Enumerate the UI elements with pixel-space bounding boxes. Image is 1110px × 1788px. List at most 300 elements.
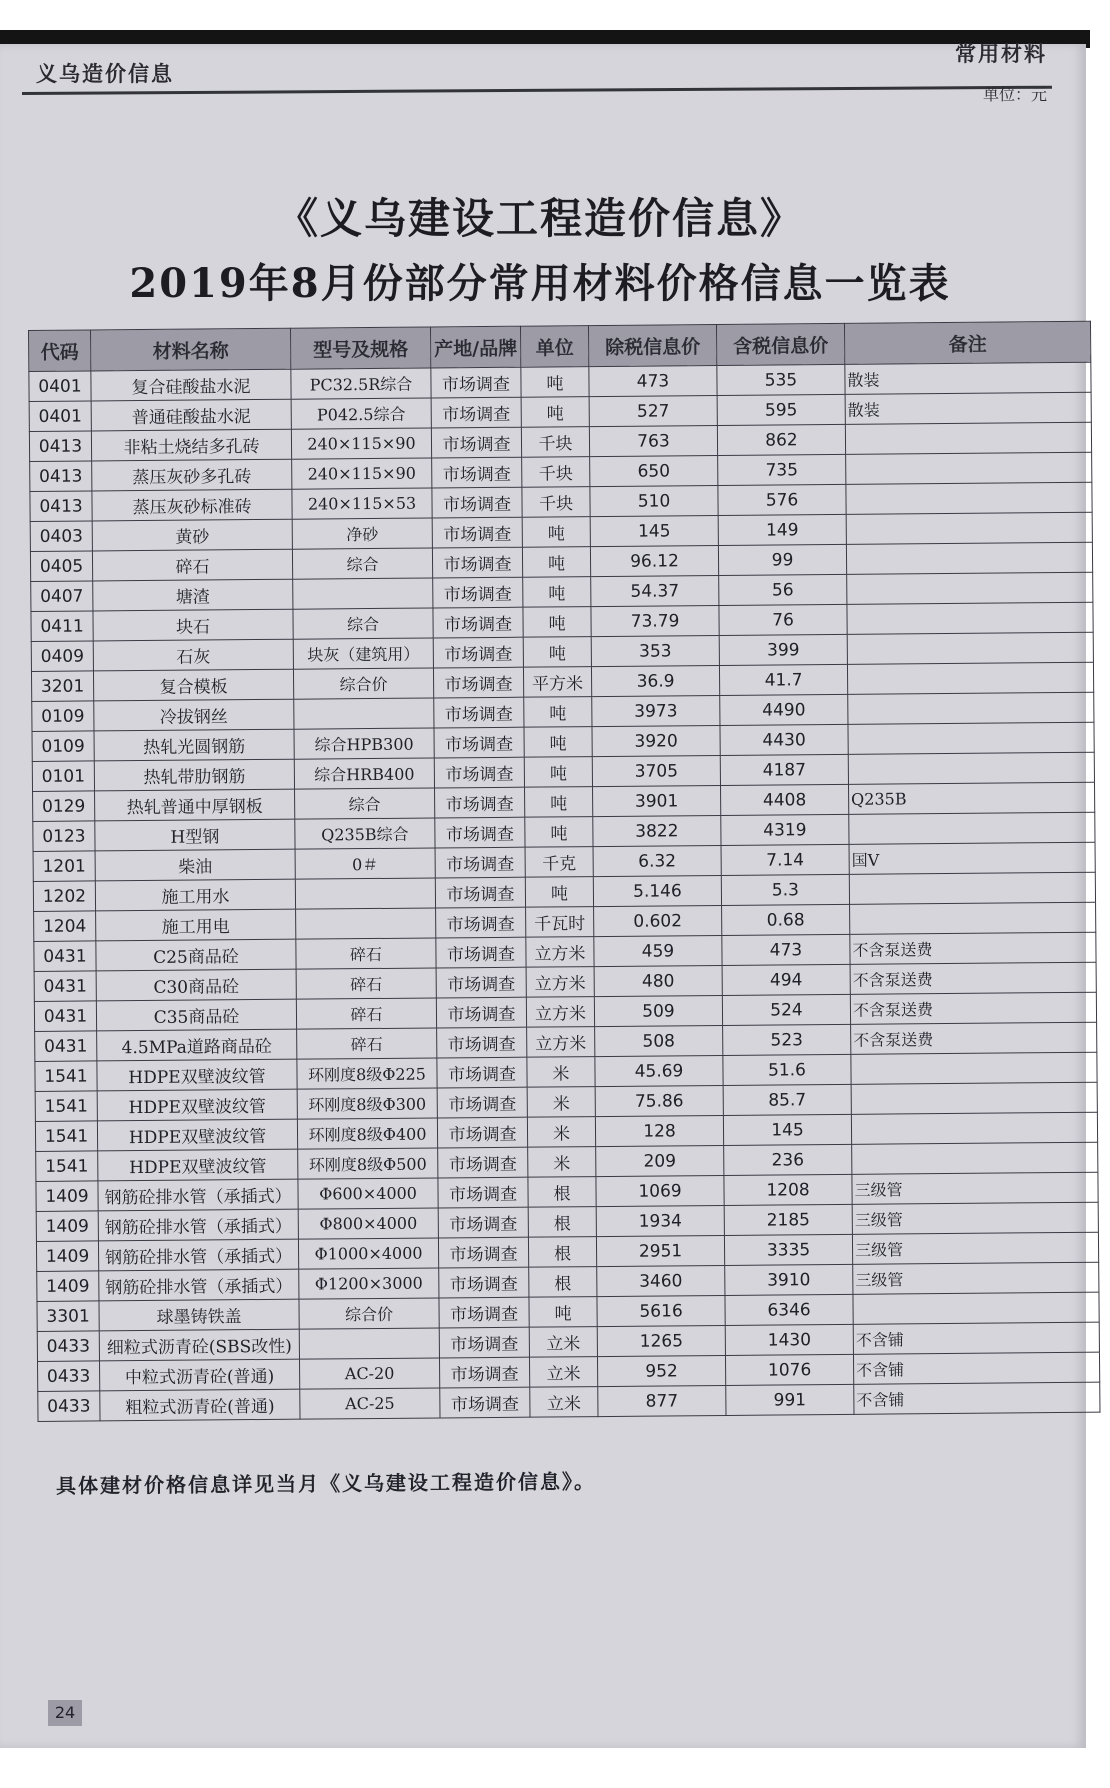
price-inc-tax-cell: 149 (718, 514, 846, 545)
remark-cell (845, 422, 1091, 454)
title-line-1: 《义乌建设工程造价信息》 (275, 194, 804, 243)
spec-cell: AC-20 (299, 1358, 439, 1389)
price-ex-tax-cell: 6.32 (593, 845, 721, 876)
spec-cell: 碎石 (296, 938, 436, 969)
material-name-cell: 蒸压灰砂多孔砖 (92, 459, 292, 491)
spec-cell (299, 1328, 439, 1359)
source-cell: 市场调查 (438, 1177, 528, 1208)
material-name-cell: 块石 (93, 609, 293, 641)
code-cell: 0431 (34, 1001, 96, 1032)
price-ex-tax-cell: 3920 (592, 725, 720, 756)
material-name-cell: 石灰 (93, 639, 293, 671)
material-name-cell: 4.5MPa道路商品砼 (97, 1029, 297, 1061)
price-inc-tax-cell: 1208 (724, 1174, 852, 1205)
code-cell: 0413 (30, 491, 92, 522)
remark-cell (847, 632, 1093, 664)
unit-cell: 吨 (523, 577, 591, 608)
unit-cell: 吨 (523, 637, 591, 668)
price-ex-tax-cell: 353 (591, 635, 719, 666)
code-cell: 3201 (31, 671, 93, 702)
price-ex-tax-cell: 145 (590, 515, 718, 546)
price-inc-tax-cell: 4319 (721, 814, 849, 845)
code-cell: 0407 (31, 581, 93, 612)
price-table-wrapper (28, 321, 1099, 1422)
remark-cell: 散装 (845, 392, 1091, 424)
source-cell: 市场调查 (433, 577, 523, 608)
material-name-cell: 普通硅酸盐水泥 (91, 399, 291, 431)
spec-cell: Φ1200×3000 (299, 1268, 439, 1299)
material-name-cell: H型钢 (95, 819, 295, 851)
unit-cell: 千块 (522, 487, 590, 518)
source-cell: 市场调查 (437, 1117, 527, 1148)
source-cell: 市场调查 (432, 487, 522, 518)
price-inc-tax-cell: 524 (722, 994, 850, 1025)
source-cell: 市场调查 (437, 1027, 527, 1058)
price-ex-tax-cell: 3705 (592, 755, 720, 786)
source-cell: 市场调查 (434, 757, 524, 788)
footnote: 具体建材价格信息详见当月《义乌建设工程造价信息》。 (55, 1469, 597, 1498)
price-ex-tax-cell: 1934 (596, 1205, 724, 1236)
code-cell: 1204 (34, 911, 96, 942)
source-cell: 市场调查 (439, 1267, 529, 1298)
code-cell: 1409 (36, 1211, 98, 1242)
price-inc-tax-cell: 1076 (725, 1354, 853, 1385)
source-cell: 市场调查 (436, 907, 526, 938)
column-header: 备注 (844, 321, 1090, 364)
code-cell: 1541 (35, 1121, 97, 1152)
material-name-cell: 中粒式沥青砼(普通) (99, 1359, 299, 1391)
unit-cell: 吨 (522, 517, 590, 548)
price-ex-tax-cell: 480 (594, 965, 722, 996)
remark-cell (852, 1142, 1098, 1174)
price-ex-tax-cell: 73.79 (591, 605, 719, 636)
remark-cell (851, 1082, 1097, 1114)
column-header: 型号及规格 (290, 327, 430, 369)
spec-cell (295, 878, 435, 909)
page-number: 24 (48, 1700, 82, 1726)
price-inc-tax-cell: 85.7 (723, 1084, 851, 1115)
material-name-cell: 热轧普通中厚钢板 (95, 789, 295, 821)
price-inc-tax-cell: 535 (717, 364, 845, 395)
price-inc-tax-cell: 494 (722, 964, 850, 995)
price-inc-tax-cell: 7.14 (721, 844, 849, 875)
spec-cell: 综合 (292, 548, 432, 579)
spec-cell: 环刚度8级Φ500 (298, 1148, 438, 1179)
remark-cell (847, 602, 1093, 634)
source-cell: 市场调查 (433, 667, 523, 698)
unit-cell: 立方米 (527, 1027, 595, 1058)
price-ex-tax-cell: 510 (590, 485, 718, 516)
code-cell: 0431 (35, 1031, 97, 1062)
source-cell: 市场调查 (438, 1207, 528, 1238)
source-cell: 市场调查 (431, 427, 521, 458)
unit-cell: 千块 (521, 427, 589, 458)
price-inc-tax-cell: 4490 (720, 694, 848, 725)
source-cell: 市场调查 (431, 397, 521, 428)
unit-note: 单位：元 (982, 85, 1047, 104)
source-cell: 市场调查 (432, 547, 522, 578)
code-cell: 0405 (30, 551, 92, 582)
price-ex-tax-cell: 3460 (597, 1265, 725, 1296)
price-inc-tax-cell: 6346 (725, 1294, 853, 1325)
column-header: 含税信息价 (716, 323, 844, 365)
material-name-cell: 细粒式沥青砼(SBS改性) (99, 1329, 299, 1361)
material-name-cell: 钢筋砼排水管（承插式） (98, 1209, 298, 1241)
source-cell: 市场调查 (432, 517, 522, 548)
remark-cell (851, 1052, 1097, 1084)
material-name-cell: HDPE双壁波纹管 (97, 1119, 297, 1151)
column-header: 材料名称 (91, 328, 291, 371)
spec-cell: 环刚度8级Φ400 (297, 1118, 437, 1149)
unit-cell: 吨 (524, 757, 592, 788)
spec-cell: 240×115×90 (291, 428, 431, 459)
material-name-cell: 碎石 (92, 549, 292, 581)
price-inc-tax-cell: 862 (717, 424, 845, 455)
spec-cell (296, 908, 436, 939)
material-name-cell: 热轧带肋钢筋 (94, 759, 294, 791)
price-ex-tax-cell: 0.602 (594, 905, 722, 936)
spec-cell: Φ600×4000 (298, 1178, 438, 1209)
price-ex-tax-cell: 5.146 (593, 875, 721, 906)
unit-cell: 米 (527, 1117, 595, 1148)
source-cell: 市场调查 (434, 727, 524, 758)
unit-cell: 立米 (530, 1387, 598, 1418)
price-ex-tax-cell: 3822 (593, 815, 721, 846)
material-name-cell: 钢筋砼排水管（承插式） (98, 1239, 298, 1271)
unit-cell: 吨 (529, 1297, 597, 1328)
column-header: 产地/品牌 (430, 326, 520, 368)
code-cell: 0401 (29, 371, 91, 402)
remark-cell: 不含铺 (853, 1322, 1099, 1354)
unit-cell: 立方米 (526, 997, 594, 1028)
code-cell: 0433 (38, 1361, 100, 1392)
material-name-cell: 施工用水 (95, 879, 295, 911)
code-cell: 0123 (33, 821, 95, 852)
price-ex-tax-cell: 473 (589, 365, 717, 396)
spec-cell: 环刚度8级Φ300 (297, 1088, 437, 1119)
source-cell: 市场调查 (437, 1057, 527, 1088)
material-name-cell: 粗粒式沥青砼(普通) (100, 1389, 300, 1421)
remark-cell: 三级管 (852, 1202, 1098, 1234)
price-ex-tax-cell: 5616 (597, 1295, 725, 1326)
code-cell: 0401 (29, 401, 91, 432)
price-inc-tax-cell: 76 (719, 604, 847, 635)
source-cell: 市场调查 (436, 937, 526, 968)
price-inc-tax-cell: 56 (719, 574, 847, 605)
code-cell: 1409 (37, 1271, 99, 1302)
price-ex-tax-cell: 527 (589, 395, 717, 426)
source-cell: 市场调查 (435, 877, 525, 908)
spec-cell: 环刚度8级Φ225 (297, 1058, 437, 1089)
price-inc-tax-cell: 51.6 (723, 1054, 851, 1085)
remark-cell (847, 662, 1093, 694)
code-cell: 0101 (32, 761, 94, 792)
remark-cell: 散装 (845, 362, 1091, 394)
code-cell: 1409 (36, 1241, 98, 1272)
price-inc-tax-cell: 473 (722, 934, 850, 965)
remark-cell (848, 722, 1094, 754)
unit-cell: 根 (528, 1207, 596, 1238)
price-ex-tax-cell: 3973 (592, 695, 720, 726)
spec-cell: 0＃ (295, 848, 435, 879)
price-ex-tax-cell: 54.37 (591, 575, 719, 606)
price-ex-tax-cell: 509 (594, 995, 722, 1026)
material-name-cell: C35商品砼 (96, 999, 296, 1031)
material-name-cell: HDPE双壁波纹管 (97, 1059, 297, 1091)
section-category: 常用材料 (955, 42, 1047, 66)
source-cell: 市场调查 (440, 1387, 530, 1418)
code-cell: 0109 (32, 701, 94, 732)
unit-cell: 米 (527, 1057, 595, 1088)
spec-cell: 综合价 (293, 668, 433, 699)
price-inc-tax-cell: 399 (719, 634, 847, 665)
column-header: 代码 (29, 330, 91, 372)
code-cell: 0403 (30, 521, 92, 552)
price-inc-tax-cell: 4430 (720, 724, 848, 755)
spec-cell: 综合价 (299, 1298, 439, 1329)
price-inc-tax-cell: 0.68 (722, 904, 850, 935)
price-ex-tax-cell: 459 (594, 935, 722, 966)
code-cell: 0409 (31, 641, 93, 672)
remark-cell (848, 752, 1094, 784)
spec-cell: 净砂 (292, 518, 432, 549)
remark-cell (850, 902, 1096, 934)
source-cell: 市场调查 (432, 457, 522, 488)
material-name-cell: 非粘土烧结多孔砖 (91, 429, 291, 461)
remark-cell: 三级管 (852, 1232, 1098, 1264)
spec-cell: 240×115×90 (292, 458, 432, 489)
price-ex-tax-cell: 508 (595, 1025, 723, 1056)
source-cell: 市场调查 (433, 637, 523, 668)
price-inc-tax-cell: 1430 (725, 1324, 853, 1355)
price-inc-tax-cell: 523 (723, 1024, 851, 1055)
price-ex-tax-cell: 2951 (596, 1235, 724, 1266)
spec-cell (294, 698, 434, 729)
spec-cell: 综合HPB300 (294, 728, 434, 759)
spec-cell (293, 578, 433, 609)
price-inc-tax-cell: 3335 (724, 1234, 852, 1265)
source-cell: 市场调查 (439, 1297, 529, 1328)
material-name-cell: 施工用电 (96, 909, 296, 941)
source-cell: 市场调查 (439, 1357, 529, 1388)
unit-cell: 千块 (522, 457, 590, 488)
price-ex-tax-cell: 3901 (593, 785, 721, 816)
material-name-cell: 热轧光圆钢筋 (94, 729, 294, 761)
source-cell: 市场调查 (437, 1087, 527, 1118)
remark-cell: 不含铺 (853, 1352, 1099, 1384)
price-inc-tax-cell: 576 (718, 484, 846, 515)
column-header: 除税信息价 (588, 324, 716, 366)
code-cell: 0413 (30, 461, 92, 492)
remark-cell: 国V (849, 842, 1095, 874)
unit-cell: 米 (527, 1087, 595, 1118)
unit-cell: 吨 (525, 877, 593, 908)
price-ex-tax-cell: 763 (589, 425, 717, 456)
spec-cell: AC-25 (300, 1388, 440, 1419)
source-cell: 市场调查 (436, 967, 526, 998)
source-cell: 市场调查 (431, 367, 521, 398)
spec-cell: 综合 (295, 788, 435, 819)
spec-cell: 块灰（建筑用） (293, 638, 433, 669)
remark-cell: 三级管 (853, 1262, 1099, 1294)
remark-cell: 不含泵送费 (851, 1022, 1097, 1054)
spec-cell: 碎石 (297, 1028, 437, 1059)
remark-cell (848, 692, 1094, 724)
code-cell: 0109 (32, 731, 94, 762)
material-name-cell: 冷拔钢丝 (94, 699, 294, 731)
price-ex-tax-cell: 96.12 (590, 545, 718, 576)
spec-cell: 综合 (293, 608, 433, 639)
source-cell: 市场调查 (434, 697, 524, 728)
price-inc-tax-cell: 99 (718, 544, 846, 575)
source-cell: 市场调查 (439, 1327, 529, 1358)
header-right (955, 38, 1047, 105)
code-cell: 1202 (33, 881, 95, 912)
price-inc-tax-cell: 4187 (720, 754, 848, 785)
spec-cell: 碎石 (296, 998, 436, 1029)
spec-cell: 碎石 (296, 968, 436, 999)
unit-cell: 吨 (522, 547, 590, 578)
price-ex-tax-cell: 650 (590, 455, 718, 486)
source-cell: 市场调查 (435, 817, 525, 848)
code-cell: 3301 (37, 1301, 99, 1332)
price-ex-tax-cell: 45.69 (595, 1055, 723, 1086)
code-cell: 1409 (36, 1181, 98, 1212)
code-cell: 0411 (31, 611, 93, 642)
unit-cell: 立米 (529, 1327, 597, 1358)
price-table (28, 321, 1100, 1422)
code-cell: 1541 (35, 1061, 97, 1092)
material-name-cell: 钢筋砼排水管（承插式） (98, 1179, 298, 1211)
source-cell: 市场调查 (438, 1237, 528, 1268)
material-name-cell: 钢筋砼排水管（承插式） (99, 1269, 299, 1301)
spec-cell: Φ800×4000 (298, 1208, 438, 1239)
material-name-cell: 复合模板 (93, 669, 293, 701)
unit-cell: 根 (528, 1237, 596, 1268)
source-cell: 市场调查 (435, 787, 525, 818)
unit-cell: 吨 (523, 607, 591, 638)
publication-name: 义乌造价信息 (36, 62, 174, 86)
code-cell: 0433 (38, 1391, 100, 1422)
title-line-2: 2019年8月份部分常用材料价格信息一览表 (129, 260, 951, 307)
top-strip (0, 0, 1110, 42)
unit-cell: 根 (529, 1267, 597, 1298)
unit-cell: 根 (528, 1177, 596, 1208)
remark-cell: 不含泵送费 (850, 962, 1096, 994)
remark-cell (846, 542, 1092, 574)
source-cell: 市场调查 (438, 1147, 528, 1178)
material-name-cell: C25商品砼 (96, 939, 296, 971)
remark-cell (846, 512, 1092, 544)
code-cell: 0431 (34, 941, 96, 972)
price-ex-tax-cell: 209 (596, 1145, 724, 1176)
remark-cell (847, 572, 1093, 604)
spec-cell: P042.5综合 (291, 398, 431, 429)
spec-cell: Φ1000×4000 (298, 1238, 438, 1269)
code-cell: 0129 (33, 791, 95, 822)
remark-cell (846, 482, 1092, 514)
material-name-cell: 球墨铸铁盖 (99, 1299, 299, 1331)
remark-cell: Q235B (848, 782, 1094, 814)
unit-cell: 吨 (521, 397, 589, 428)
unit-cell: 吨 (525, 817, 593, 848)
material-name-cell: 塘渣 (93, 579, 293, 611)
material-name-cell: 黄砂 (92, 519, 292, 551)
price-ex-tax-cell: 952 (597, 1355, 725, 1386)
unit-cell: 米 (528, 1147, 596, 1178)
spec-cell: 综合HRB400 (294, 758, 434, 789)
column-header: 单位 (520, 326, 588, 368)
table-body (29, 362, 1100, 1421)
remark-cell: 不含铺 (854, 1382, 1100, 1414)
code-cell: 1201 (33, 851, 95, 882)
unit-cell: 吨 (525, 787, 593, 818)
code-cell: 1541 (35, 1091, 97, 1122)
price-inc-tax-cell: 4408 (721, 784, 849, 815)
spec-cell: Q235B综合 (295, 818, 435, 849)
unit-cell: 吨 (524, 727, 592, 758)
price-inc-tax-cell: 991 (726, 1384, 854, 1415)
source-cell: 市场调查 (433, 607, 523, 638)
unit-cell: 立方米 (526, 967, 594, 998)
price-ex-tax-cell: 1069 (596, 1175, 724, 1206)
material-name-cell: 复合硅酸盐水泥 (91, 369, 291, 401)
unit-cell: 千克 (525, 847, 593, 878)
code-cell: 0413 (29, 431, 91, 462)
remark-cell (851, 1112, 1097, 1144)
material-name-cell: 柴油 (95, 849, 295, 881)
unit-cell: 吨 (521, 367, 589, 398)
source-cell: 市场调查 (435, 847, 525, 878)
price-inc-tax-cell: 41.7 (719, 664, 847, 695)
code-cell: 0431 (34, 971, 96, 1002)
price-ex-tax-cell: 36.9 (591, 665, 719, 696)
remark-cell: 不含泵送费 (850, 992, 1096, 1024)
unit-cell: 平方米 (523, 667, 591, 698)
code-cell: 1541 (36, 1151, 98, 1182)
material-name-cell: HDPE双壁波纹管 (98, 1149, 298, 1181)
spec-cell: PC32.5R综合 (291, 368, 431, 399)
unit-cell: 千瓦时 (526, 907, 594, 938)
price-inc-tax-cell: 3910 (725, 1264, 853, 1295)
price-ex-tax-cell: 75.86 (595, 1085, 723, 1116)
price-ex-tax-cell: 877 (598, 1385, 726, 1416)
unit-cell: 立方米 (526, 937, 594, 968)
price-inc-tax-cell: 145 (723, 1114, 851, 1145)
unit-cell: 吨 (524, 697, 592, 728)
remark-cell (849, 872, 1095, 904)
material-name-cell: C30商品砼 (96, 969, 296, 1001)
price-inc-tax-cell: 5.3 (721, 874, 849, 905)
remark-cell: 不含泵送费 (850, 932, 1096, 964)
material-name-cell: 蒸压灰砂标准砖 (92, 489, 292, 521)
price-ex-tax-cell: 1265 (597, 1325, 725, 1356)
source-cell: 市场调查 (436, 997, 526, 1028)
price-inc-tax-cell: 595 (717, 394, 845, 425)
remark-cell (853, 1292, 1099, 1324)
price-inc-tax-cell: 735 (718, 454, 846, 485)
remark-cell (849, 812, 1095, 844)
remark-cell (846, 452, 1092, 484)
unit-cell: 立米 (529, 1357, 597, 1388)
price-ex-tax-cell: 128 (595, 1115, 723, 1146)
code-cell: 0433 (37, 1331, 99, 1362)
price-inc-tax-cell: 236 (724, 1144, 852, 1175)
material-name-cell: HDPE双壁波纹管 (97, 1089, 297, 1121)
price-inc-tax-cell: 2185 (724, 1204, 852, 1235)
remark-cell: 三级管 (852, 1172, 1098, 1204)
spec-cell: 240×115×53 (292, 488, 432, 519)
